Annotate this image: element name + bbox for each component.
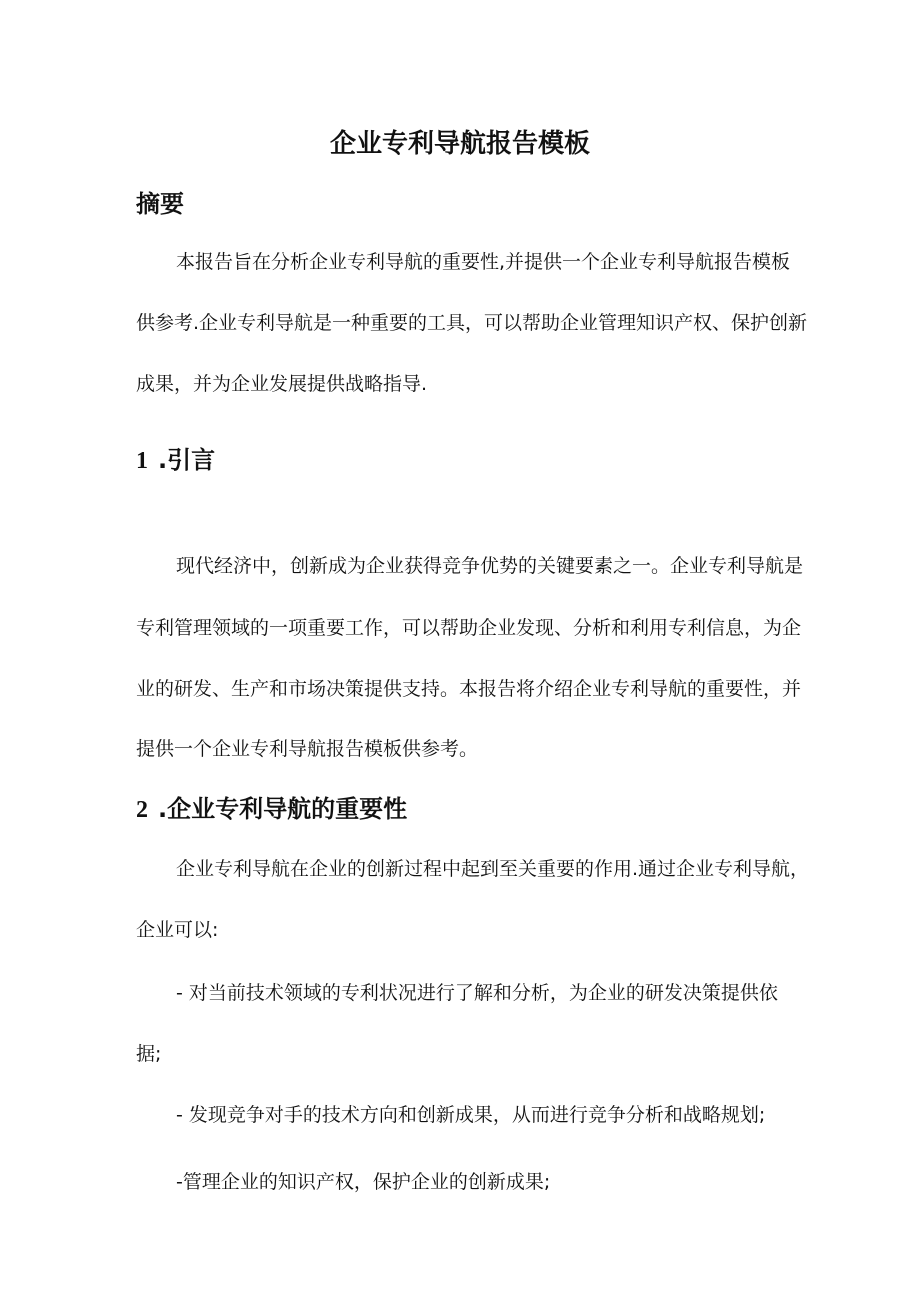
abstract-heading: 摘要 (136, 190, 184, 218)
document-title: 企业专利导航报告模板 (329, 129, 590, 159)
list-item: -管理企业的知识产权，保护企业的创新成果; (176, 1171, 551, 1193)
section-1-line: 业的研发、生产和市场决策提供支持。本报告将介绍企业专利导航的重要性，并 (136, 678, 802, 700)
section-2-line: 企业可以: (136, 919, 219, 941)
section-1-line: 专利管理领域的一项重要工作，可以帮助企业发现、分析和利用专利信息，为企 (136, 617, 802, 639)
section-2-number: 2 (136, 797, 148, 823)
section-1-number: 1 (136, 448, 148, 474)
section-2-heading (136, 797, 407, 822)
abstract-line: 成果，并为企业发展提供战略指导. (136, 373, 428, 395)
list-item: - 发现竞争对手的技术方向和创新成果，从而进行竞争分析和战略规划; (176, 1104, 766, 1126)
section-1-line: 现代经济中，创新成为企业获得竞争优势的关键要素之一。企业专利导航是 (176, 555, 804, 577)
section-1-heading (136, 448, 215, 473)
section-2-line: 企业专利导航在企业的创新过程中起到至关重要的作用.通过企业专利导航， (176, 858, 810, 880)
section-1-line: 提供一个企业专利导航报告模板供参考。 (136, 738, 479, 760)
list-item: - 对当前技术领域的专利状况进行了解和分析，为企业的研发决策提供依 (176, 982, 778, 1004)
list-item: 据; (136, 1043, 162, 1065)
section-2-title: .企业专利导航的重要性 (158, 795, 408, 823)
section-1-title: .引言 (158, 446, 216, 474)
abstract-line: 本报告旨在分析企业专利导航的重要性,并提供一个企业专利导航报告模板 (176, 251, 791, 273)
abstract-line: 供参考.企业专利导航是一种重要的工具，可以帮助企业管理知识产权、保护创新 (136, 312, 808, 334)
